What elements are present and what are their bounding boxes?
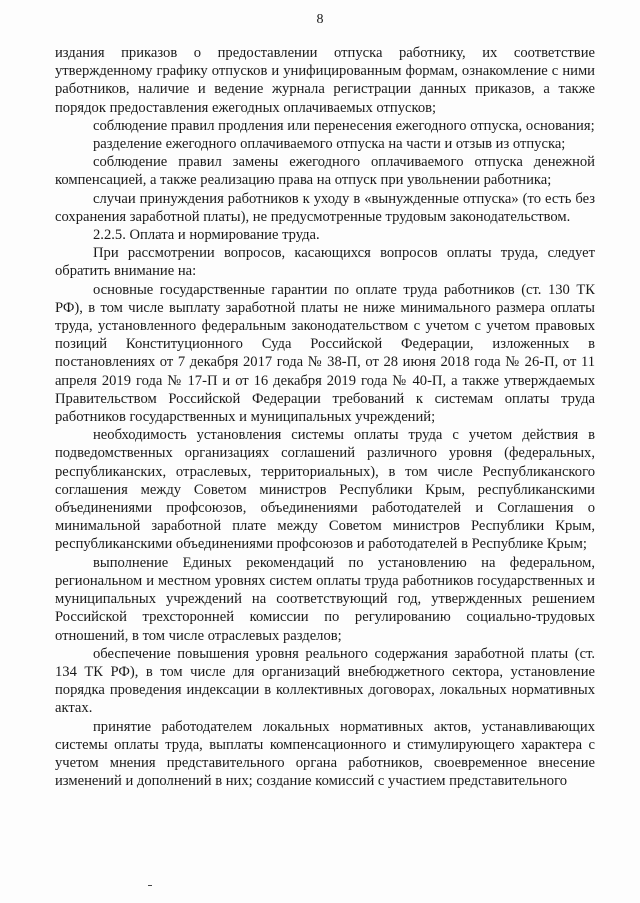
paragraph-pay-intro: При рассмотрении вопросов, касающихся вопросов оплаты труда, следует обратить внимание на: bbox=[55, 245, 595, 280]
document-body bbox=[55, 44, 595, 790]
page-number: 8 bbox=[316, 12, 324, 27]
paragraph-leave-extension: соблюдение правил продления или перенесения ежегодного отпуска, основания; bbox=[93, 117, 595, 134]
paragraph-state-guarantees: основные государственные гарантии по оплате труда работников (ст. 130 ТК РФ), в том числе выплату заработной платы не ниже минимального размера оплаты труда, установленного федеральным законодательством с учетом с учетом правовых позиций Конституционного Суда Российской Федерации, изложенных в постановлениях от 7 декабря 2017 года № 38-П, от 28 июня 2018 года № 26-П, от 11 апреля 2019 года № 17-П и от 16 декабря 2019 года № 40-П, а также утверждаемых Правительством Российской Федерации требований к системам оплаты труда работников государственных и муниципальных учреждений; bbox=[55, 281, 595, 426]
paragraph-leave-compensation: соблюдение правил замены ежегодного оплачиваемого отпуска денежной компенсацией, а также реализацию права на отпуск при увольнении работника; bbox=[55, 154, 595, 189]
scan-mark bbox=[148, 885, 152, 886]
paragraph-forced-leave: случаи принуждения работников к уходу в «вынужденные отпуска» (то есть без сохранения заработной платы), не предусмотренные трудовым законодательством. bbox=[55, 190, 595, 225]
paragraph-local-acts: принятие работодателем локальных нормативных актов, устанавливающих системы оплаты труда, выплаты компенсационного и стимулирующего характера с учетом мнения представительного органа работников, своевременное внесение изменений и дополнений в них; создание комиссий с участием представительного bbox=[55, 718, 595, 790]
section-heading-2-2-5: 2.2.5. Оплата и нормирование труда. bbox=[93, 227, 320, 244]
paragraph-unified-recommendations: выполнение Единых рекомендаций по установлению на федеральном, региональном и местном уровнях систем оплаты труда работников государственных и муниципальных учреждений на соответствующий год, утвержденных решением Российской трехсторонней комиссии по регулированию социально-трудовых отношений, в том числе отраслевых разделов; bbox=[55, 554, 595, 644]
paragraph-pay-system-agreements: необходимость установления системы оплаты труда с учетом действия в подведомственных организациях соглашений различного уровня (федеральных, республиканских, отраслевых, территориальных), в том числе Республиканского соглашения между Советом министров Республики Крым, республиканскими объединениями профсоюзов, объединениями работодателей и Соглашения о минимальной заработной плате между Советом министров Республики Крым, республиканскими объединениями профсоюзов и работодателей в Республике Крым; bbox=[55, 427, 595, 553]
paragraph-leave-orders: издания приказов о предоставлении отпуска работнику, их соответствие утвержденному графику отпусков и унифицированным формам, ознакомление с ними работников, наличие и ведение журнала регистрации данных приказов, а также порядок предоставления ежегодных оплачиваемых отпусков; bbox=[55, 45, 595, 116]
paragraph-real-wage-increase: обеспечение повышения уровня реального содержания заработной платы (ст. 134 ТК РФ), в том числе для организаций внебюджетного сектора, установление порядка проведения индексации в коллективных договорах, локальных нормативных актах. bbox=[55, 645, 595, 717]
paragraph-leave-division: разделение ежегодного оплачиваемого отпуска на части и отзыв из отпуска; bbox=[93, 136, 566, 153]
